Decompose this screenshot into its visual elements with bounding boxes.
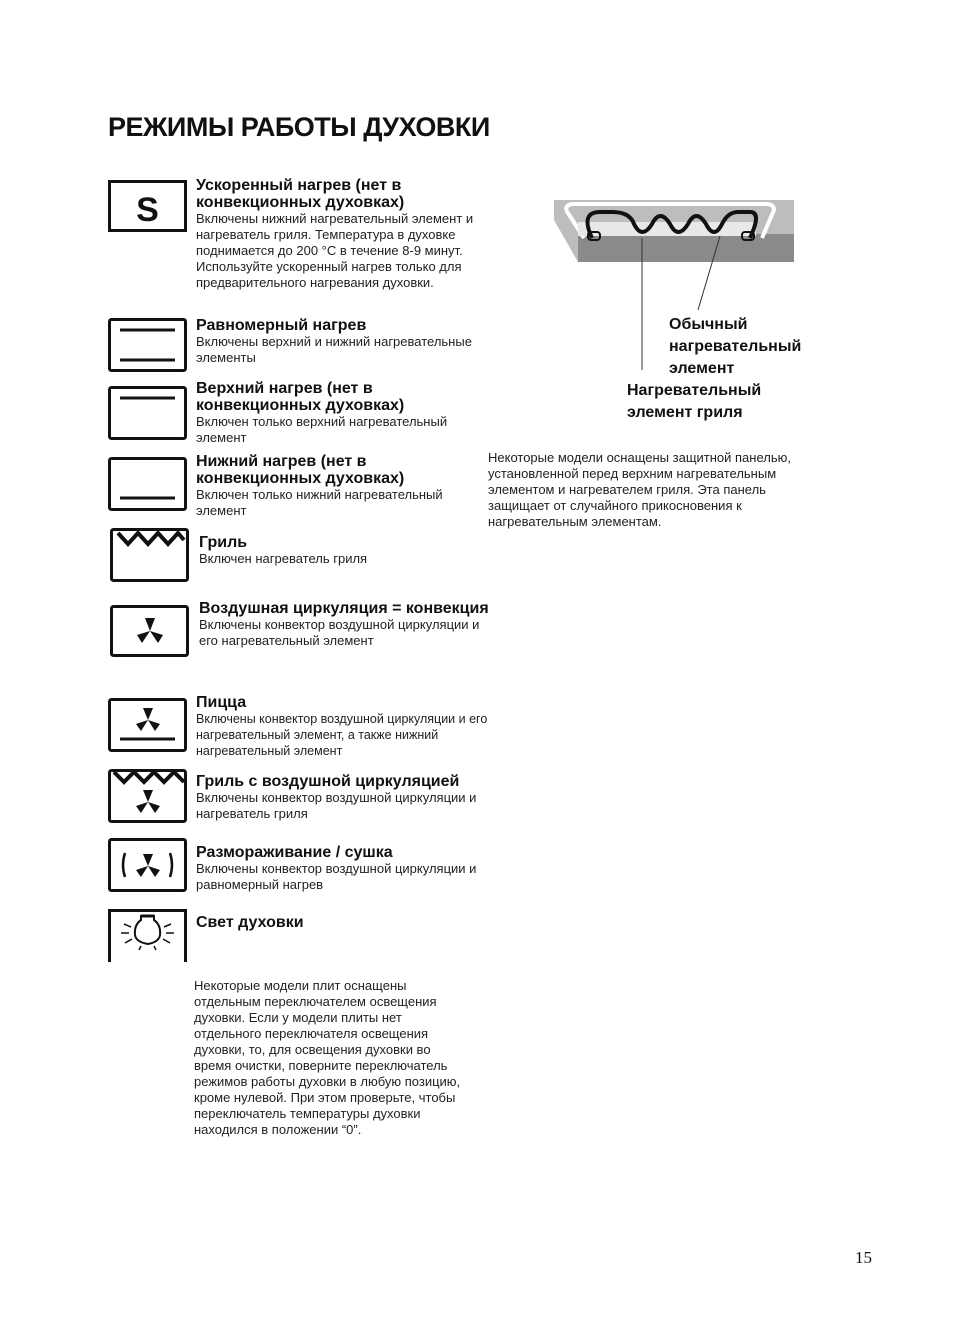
fan-grill-icon bbox=[108, 769, 188, 825]
mode-description: Включен нагреватель гриля bbox=[199, 551, 368, 566]
mode-description: Включены конвектор воздушной циркуляции и равномерный нагрев bbox=[196, 861, 477, 892]
oven-light-icon bbox=[108, 908, 188, 964]
pizza-icon bbox=[108, 694, 188, 754]
mode-title: Гриль с воздушной циркуляцией bbox=[196, 773, 460, 790]
mode-description: Включены конвектор воздушной циркуляции и его нагревательный элемент bbox=[199, 617, 480, 648]
svg-text:S: S bbox=[136, 191, 159, 229]
mode-title: Ускоренный нагрев (нет в конвекционных духовках) bbox=[196, 177, 405, 211]
grill-element-label: Нагревательный элемент гриля bbox=[627, 382, 762, 421]
mode-title: Свет духовки bbox=[196, 914, 304, 931]
normal-element-label: Обычный нагревательный элемент bbox=[669, 316, 802, 377]
fan-icon bbox=[110, 598, 190, 658]
mode-description: Включены верхний и нижний нагревательные элементы bbox=[196, 334, 472, 365]
mode-description: Включен только нижний нагревательный элемент bbox=[196, 487, 443, 518]
bottom-heat-icon bbox=[108, 453, 188, 513]
grill-icon bbox=[110, 528, 190, 584]
mode-title: Пицца bbox=[196, 694, 247, 711]
mode-description: Включены конвектор воздушной циркуляции и его нагревательный элемент, а также нижний нагревательный элемент bbox=[196, 712, 488, 758]
mode-title: Нижний нагрев (нет в конвекционных духовках) bbox=[196, 453, 405, 487]
top-heat-icon bbox=[108, 380, 188, 440]
mode-description: Включены нижний нагревательный элемент и нагреватель гриля. Температура в духовке поднимается до 200 °С в течение 8-9 минут. Используйте ускоренный нагрев только для предварительного нагревания духовки. bbox=[196, 211, 474, 290]
mode-title: Верхний нагрев (нет в конвекционных духовках) bbox=[196, 380, 405, 414]
page-number: 15 bbox=[855, 1248, 872, 1267]
mode-title: Равномерный нагрев bbox=[196, 317, 367, 334]
fast-heat-s-icon bbox=[108, 177, 188, 233]
mode-description: Включены конвектор воздушной циркуляции и нагреватель гриля bbox=[196, 790, 477, 821]
light-switch-note: Некоторые модели плит оснащены отдельным переключателем освещения духовки. Если у модели плиты нет отдельного переключателя освещения духовки, то, для освещения духовки во время очистки, поверните переключатель режимов работы духовки в любую позицию, кроме нулевой. При этом проверьте, чтобы переключатель температуры духовки находился в положении “0”. bbox=[194, 978, 461, 1137]
mode-title: Размораживание / сушка bbox=[196, 844, 393, 861]
protection-panel-note: Некоторые модели оснащены защитной панелью, установленной перед верхним нагревательным элементом и нагревателем гриля. Эта панель защищает от случайного прикосновения к нагревательным элементам. bbox=[488, 450, 791, 529]
mode-title: Гриль bbox=[199, 534, 248, 551]
page-title: РЕЖИМЫ РАБОТЫ ДУХОВКИ bbox=[108, 112, 490, 142]
top-bottom-heat-icon bbox=[108, 317, 188, 373]
defrost-icon bbox=[108, 837, 188, 893]
mode-description: Включен только верхний нагревательный элемент bbox=[196, 414, 448, 445]
mode-title: Воздушная циркуляция = конвекция bbox=[199, 600, 489, 617]
